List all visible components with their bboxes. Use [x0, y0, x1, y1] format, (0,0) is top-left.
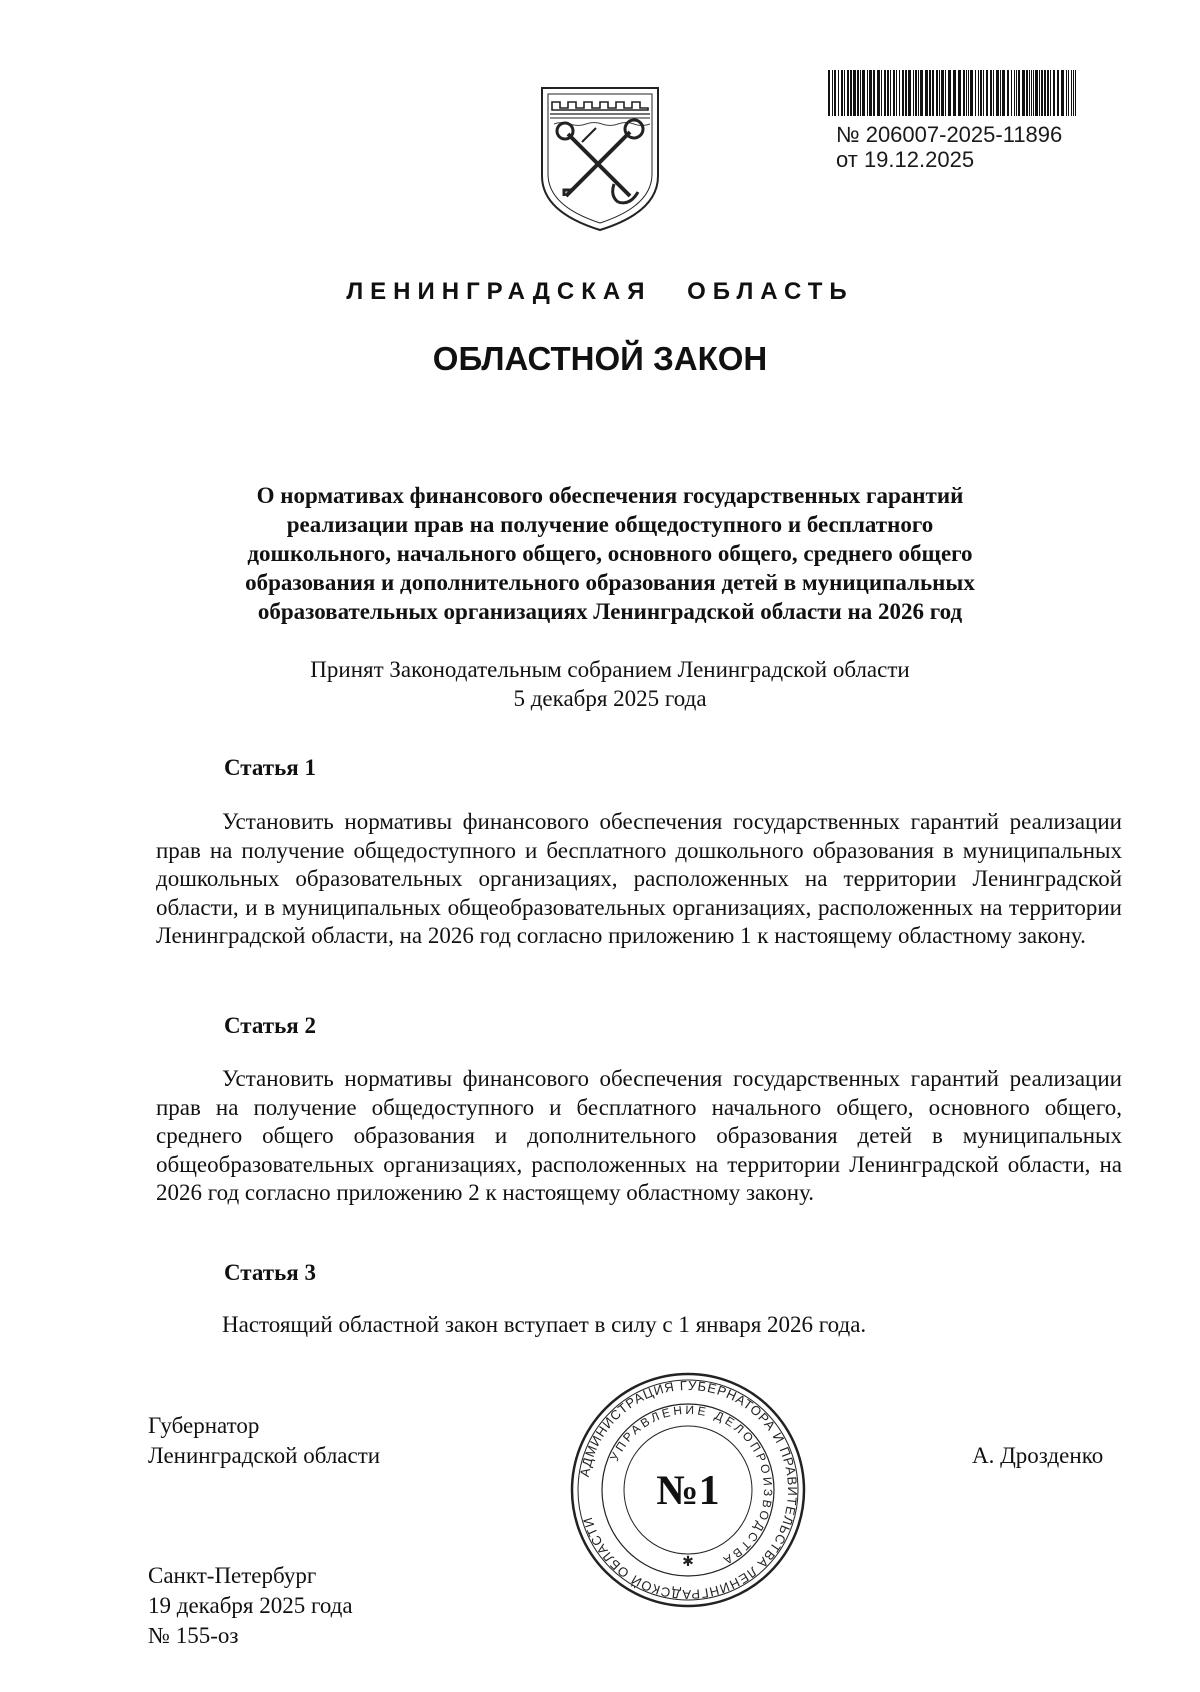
barcode-bar [918, 70, 919, 116]
barcode-bar [867, 70, 868, 116]
barcode-bar [899, 70, 900, 116]
barcode-bar [1050, 70, 1051, 116]
adoption-note [180, 655, 1040, 713]
barcode-bar [884, 70, 886, 116]
barcode-bar [993, 70, 994, 116]
barcode-bar [945, 70, 946, 116]
barcode-bar [1071, 70, 1072, 116]
barcode-bar [932, 70, 934, 116]
barcode-bar [860, 70, 861, 116]
stamp-inner-text: УПРАВЛЕНИЕ ДЕЛОПРОИЗВОДСТВА [607, 1402, 776, 1569]
barcode-bar [890, 70, 891, 116]
barcode-bar [838, 70, 839, 116]
barcode-bar [877, 70, 880, 116]
barcode-bar [975, 70, 976, 116]
barcode-bar [913, 70, 914, 116]
barcode-bar [978, 70, 979, 116]
barcode-bar [873, 70, 875, 116]
barcode-bar [1039, 70, 1040, 116]
barcode-bar [970, 70, 973, 116]
barcode-bar [941, 70, 944, 116]
barcode-bar [990, 70, 992, 116]
barcode-bar [1073, 70, 1074, 116]
barcode-bar [1000, 70, 1001, 116]
barcode-bar [939, 70, 940, 116]
barcode-bar [1041, 70, 1043, 116]
barcode-bar [834, 70, 836, 116]
barcode-bar [948, 70, 951, 116]
law-title-line: образования и дополнительного образования детей в муниципальных [245, 570, 975, 595]
position-line: Губернатор [148, 1413, 260, 1438]
barcode-bar [908, 70, 911, 116]
law-title [180, 481, 1040, 626]
stamp-number: №1 [656, 1468, 720, 1514]
barcode-bar [986, 70, 988, 116]
law-title-line: реализации прав на получение общедоступного и бесплатного [286, 512, 934, 537]
article-3-heading: Статья 3 [224, 1260, 316, 1285]
barcode-bar [1033, 70, 1034, 116]
barcode-bar [1031, 70, 1032, 116]
article-2-text: Установить нормативы финансового обеспечения государственных гарантий реализации прав на получение общедоступного и бесплатного начального общего, основного общего, среднего общего образования и дополнительного образования детей в муниципальных общеобразовательных организациях, расположенных на территории Ленинградской области, на 2026 год согласно приложению 2 к настоящему областному закону. [156, 1066, 1122, 1205]
barcode-bar [893, 70, 895, 116]
signatory-name: А. Дрозденко [972, 1443, 1104, 1468]
barcode-bar [1061, 70, 1064, 116]
barcode-bar [1018, 70, 1020, 116]
stamp-outer-text: АДМИНИСТРАЦИЯ ГУБЕРНАТОРА И ПРАВИТЕЛЬСТВА ЛЕНИНГРАДСКОЙ ОБЛАСТИ [576, 1377, 801, 1603]
barcode-bar [1029, 70, 1030, 116]
barcode-bar [983, 70, 984, 116]
document-type: ОБЛАСТНОЙ ЗАКОН [432, 340, 768, 377]
barcode-bar [1014, 70, 1015, 116]
law-number: № 155-оз [148, 1623, 239, 1648]
region-name: ЛЕНИНГРАДСКАЯ ОБЛАСТЬ [346, 278, 854, 305]
barcode-bar [1044, 70, 1046, 116]
barcode-bar [1053, 70, 1055, 116]
barcode-bar [862, 70, 865, 116]
signatory-position [148, 1411, 380, 1471]
article-2-heading: Статья 2 [224, 1013, 316, 1038]
barcode-bar [980, 70, 982, 116]
barcode-bar [1068, 70, 1069, 116]
adoption-line: Принят Законодательным собранием Ленинградской области [310, 657, 910, 682]
barcode-bar [929, 70, 931, 116]
barcode-bar [963, 70, 965, 116]
barcode [828, 70, 1082, 116]
law-title-line: О нормативах финансового обеспечения государственных гарантий [256, 483, 964, 508]
barcode-bar [1022, 70, 1025, 116]
article-3-text: Настоящий областной закон вступает в силу с 1 января 2026 года. [222, 1312, 867, 1337]
law-title-line: дошкольного, начального общего, основного общего, среднего общего [247, 541, 973, 566]
barcode-bar [1007, 70, 1009, 116]
barcode-bar [920, 70, 923, 116]
place-and-date [148, 1561, 353, 1651]
barcode-bar [1026, 70, 1028, 116]
barcode-bar [1011, 70, 1012, 116]
position-line: Ленинградской области [148, 1443, 381, 1468]
barcode-bar [887, 70, 889, 116]
barcode-bar [828, 70, 830, 116]
star-icon: ✱ [682, 1554, 694, 1570]
barcode-bar [869, 70, 872, 116]
barcode-bar [896, 70, 897, 116]
city: Санкт-Петербург [148, 1563, 317, 1588]
barcode-bar [850, 70, 852, 116]
law-title-line: образовательных организациях Ленинградской области на 2026 год [257, 599, 963, 624]
barcode-bar [905, 70, 907, 116]
barcode-bar [902, 70, 904, 116]
barcode-bar [1016, 70, 1017, 116]
barcode-bar [915, 70, 917, 116]
barcode-bar [996, 70, 999, 116]
barcode-bar [1047, 70, 1049, 116]
barcode-bar [847, 70, 849, 116]
barcode-bar [857, 70, 859, 116]
barcode-bar [925, 70, 928, 116]
barcode-bar [968, 70, 969, 116]
barcode-bar [1066, 70, 1067, 116]
barcode-bar [841, 70, 843, 116]
official-stamp [568, 1370, 808, 1610]
barcode-bar [953, 70, 956, 116]
barcode-bar [881, 70, 882, 116]
barcode-bar [1075, 70, 1076, 116]
article-1-text: Установить нормативы финансового обеспечения государственных гарантий реализации прав на получение общедоступного и бесплатного дошкольного образования в муниципальных дошкольных образовательных организациях, расположенных на территории Ленинградской области, и в муниципальных общеобразовательных организациях, расположенных на территории Ленинградской области, на 2026 год согласно приложению 1 к настоящему областному закону. [156, 809, 1122, 948]
barcode-bar [958, 70, 961, 116]
barcode-bar [936, 70, 938, 116]
registration-number: № 206007-2025-11896 [836, 122, 1063, 147]
adoption-date: 5 декабря 2025 года [513, 686, 707, 711]
registration-date: от 19.12.2025 [836, 147, 975, 172]
barcode-bar [1035, 70, 1038, 116]
coat-of-arms-icon [538, 84, 662, 234]
barcode-bar [1002, 70, 1005, 116]
barcode-bar [832, 70, 833, 116]
barcode-bar [853, 70, 856, 116]
article-1-heading: Статья 1 [224, 755, 316, 780]
barcode-bar [966, 70, 967, 116]
barcode-bar [1057, 70, 1059, 116]
barcode-bar [844, 70, 845, 116]
signing-date: 19 декабря 2025 года [148, 1593, 353, 1618]
